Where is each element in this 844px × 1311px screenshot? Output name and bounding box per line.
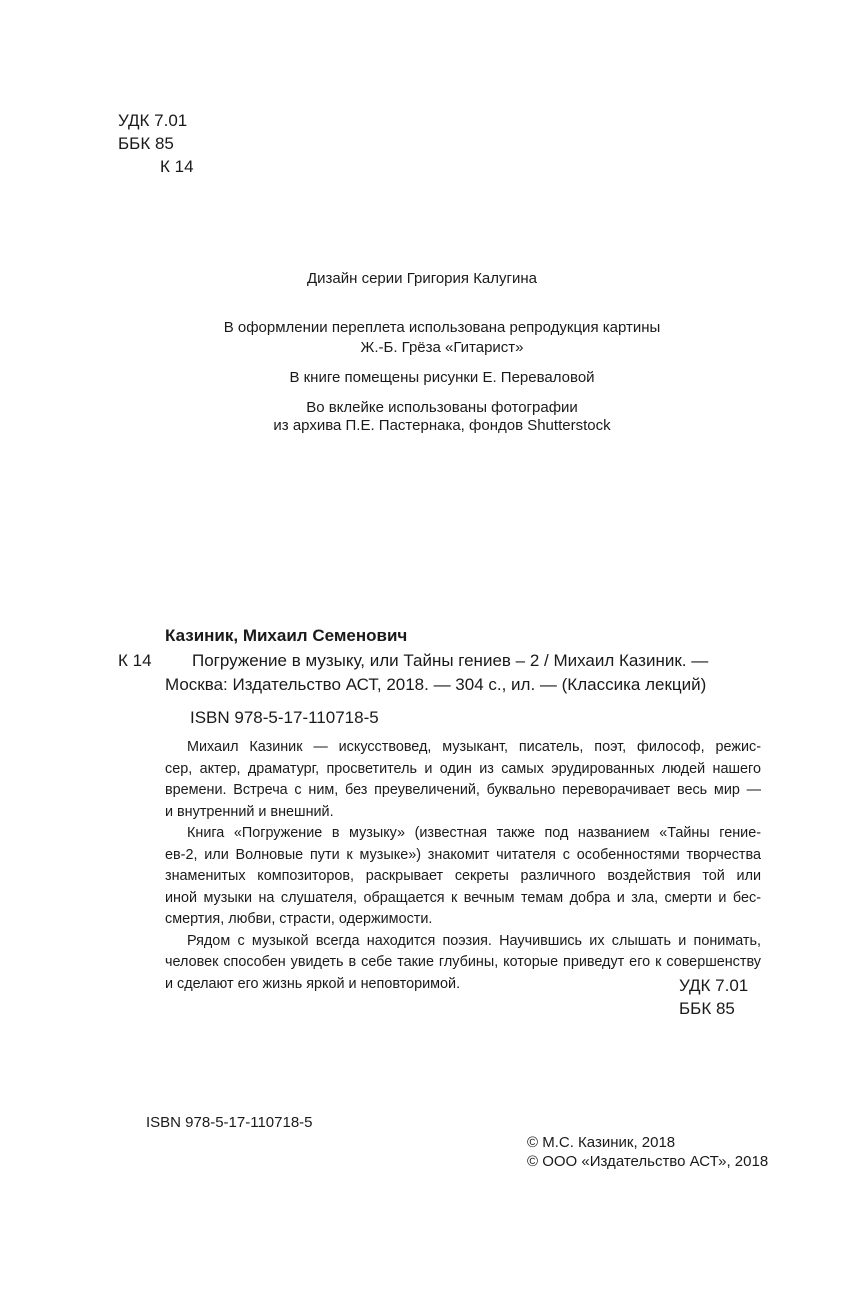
- annotation-line: знаменитых композиторов, раскрывает секреты различного воздействия той или: [165, 868, 761, 884]
- catalog-title-line-1: Погружение в музыку, или Тайны гениев – 2 / Михаил Казиник. —: [192, 651, 709, 670]
- annotation-line: сер, актер, драматург, просветитель и один из самых эрудированных людей нашего: [165, 760, 761, 777]
- annotation-line: иной музыки на слушателя, обращается к вечным темам добра и зла, смерти и бес-: [165, 889, 761, 906]
- bbk-code-bottom: ББК 85: [679, 999, 735, 1018]
- bbk-code-top: ББК 85: [118, 134, 174, 153]
- copyright-author: © М.С. Казиник, 2018: [527, 1134, 676, 1151]
- catalog-isbn: ISBN 978-5-17-110718-5: [190, 708, 379, 727]
- annotation-line: человек способен увидеть в себе такие глубины, которые приведут его к совершенству: [165, 954, 761, 970]
- annotation-paragraph-2: [165, 823, 761, 931]
- cover-credit-line-1: В оформлении переплета использована репродукция картины: [223, 319, 661, 336]
- annotation-line: Рядом с музыкой всегда находится поэзия. Научившись их слышать и понимать,: [187, 932, 761, 949]
- annotation-paragraph-3: [165, 931, 761, 996]
- copyright-publisher: © ООО «Издательство АСТ», 2018: [527, 1153, 769, 1170]
- annotation-line: Михаил Казиник — искусствовед, музыкант, писатель, поэт, философ, режис-: [187, 739, 761, 755]
- annotation-line: ев-2, или Волновые пути к музыке») знакомит читателя с особенностями творчества: [165, 846, 761, 863]
- annotation: [165, 737, 761, 995]
- annotation-line: и сделают его жизнь яркой и неповторимой.: [165, 975, 461, 992]
- series-design-credit: Дизайн серии Григория Калугина: [307, 270, 538, 287]
- bottom-isbn: ISBN 978-5-17-110718-5: [146, 1114, 313, 1131]
- illustrations-credit: В книге помещены рисунки Е. Переваловой: [289, 369, 595, 386]
- cover-credit-line-2: Ж.-Б. Грёза «Гитарист»: [360, 339, 524, 356]
- annotation-line: смертия, любви, страсти, одержимости.: [165, 911, 433, 927]
- udk-code-bottom: УДК 7.01: [679, 976, 749, 995]
- author-mark-top: К 14: [160, 157, 194, 176]
- annotation-line: Книга «Погружение в музыку» (известная также под названием «Тайны гение-: [187, 825, 761, 841]
- annotation-paragraph-1: [165, 737, 761, 823]
- catalog-author: Казиник, Михаил Семенович: [165, 626, 408, 645]
- annotation-line: и внутренний и внешний.: [165, 803, 334, 820]
- photos-credit-line-1: Во вклейке использованы фотографии: [306, 399, 578, 416]
- photos-credit-line-2: из архива П.Е. Пастернака, фондов Shutterstock: [273, 417, 611, 434]
- catalog-title-line-2: Москва: Издательство АСТ, 2018. — 304 с., ил. — (Классика лекций): [165, 675, 707, 694]
- udk-code-top: УДК 7.01: [118, 111, 188, 130]
- catalog-mark: К 14: [118, 651, 152, 670]
- annotation-line: времени. Встреча с ним, без преувеличений, буквально переворачивает весь мир —: [165, 782, 761, 798]
